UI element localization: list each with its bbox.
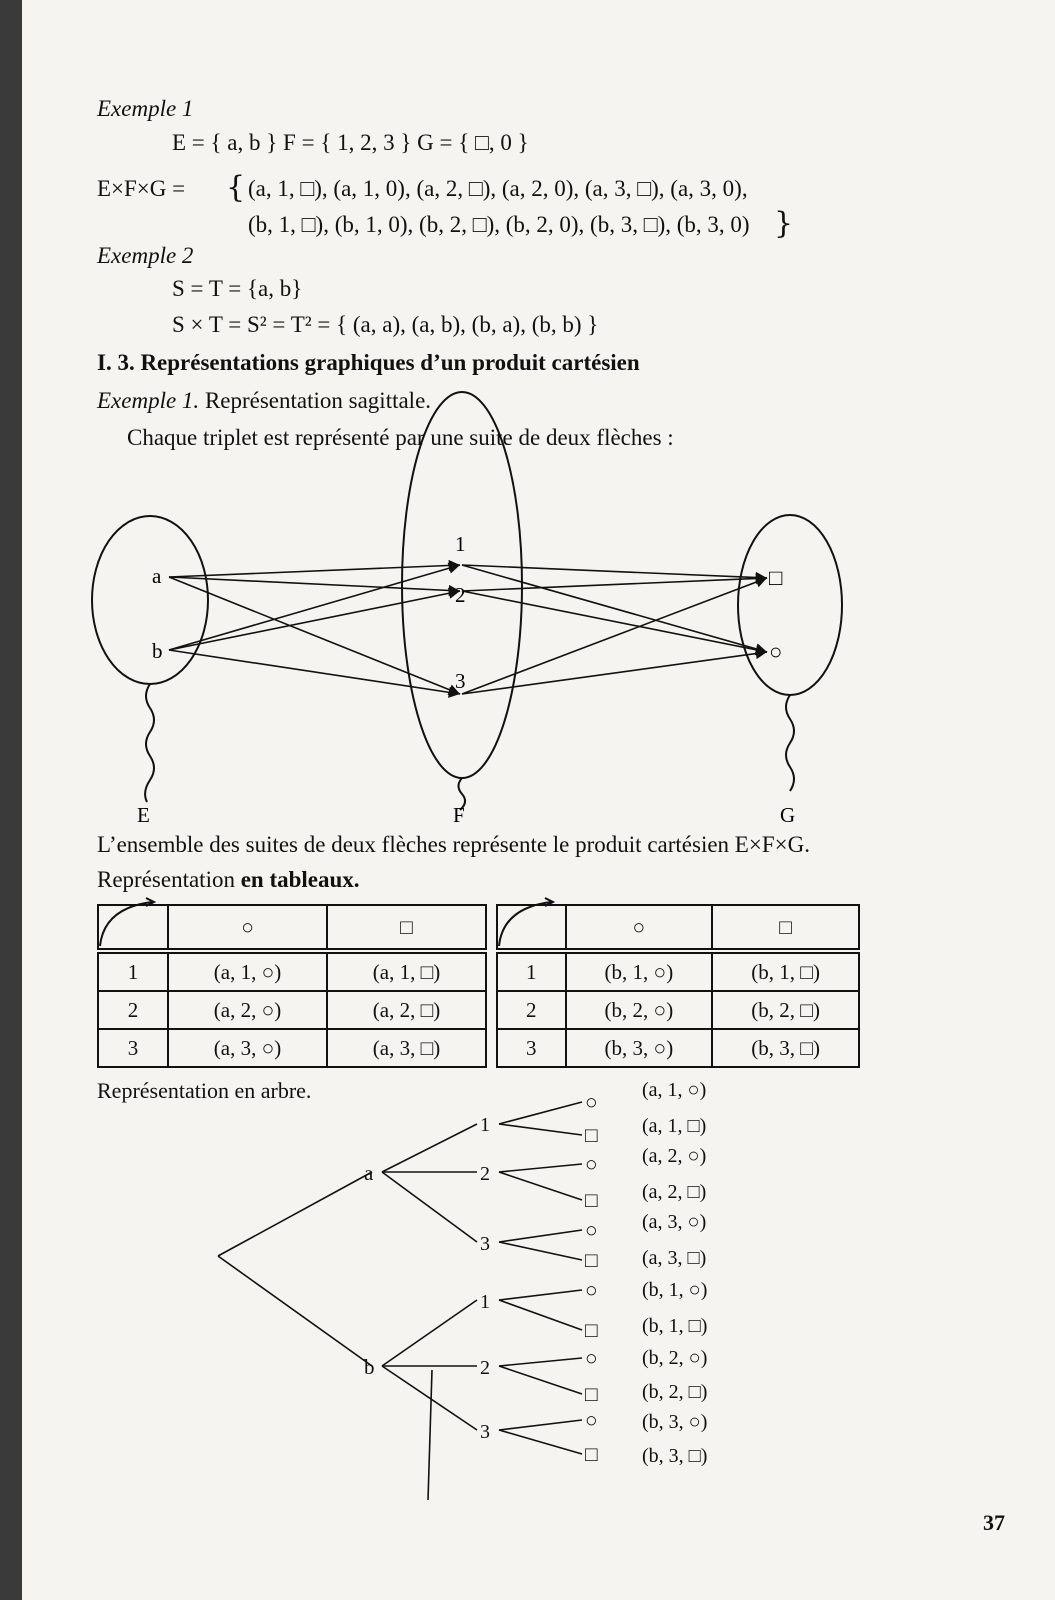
leaf-symbol: ○ bbox=[585, 1218, 598, 1242]
example2-line2: S × T = S² = T² = { (a, a), (a, b), (b, a), (b, b) } bbox=[172, 312, 599, 337]
table-a-cell: (a, 2, ○) bbox=[168, 991, 327, 1029]
leaf-label: (a, 1, □) bbox=[642, 1115, 707, 1137]
tree-mid-a1: 1 bbox=[480, 1114, 490, 1136]
example1-product-lhs: E×F×G = bbox=[97, 176, 186, 201]
leaf-symbol: □ bbox=[585, 1123, 598, 1147]
tree-mid-b2: 2 bbox=[480, 1357, 490, 1379]
tree-root-a: a bbox=[364, 1161, 374, 1185]
example2-title: Exemple 2 bbox=[97, 243, 194, 268]
table-a-cell: (a, 1, ○) bbox=[168, 951, 327, 991]
leaf-label: (b, 2, □) bbox=[642, 1381, 708, 1403]
leaf-label: (a, 2, □) bbox=[642, 1181, 707, 1203]
set-label-g: G bbox=[780, 803, 796, 827]
leaf-label: (b, 3, □) bbox=[642, 1445, 708, 1467]
example2-line1: S = T = {a, b} bbox=[172, 276, 303, 301]
g-elem-circle: ○ bbox=[769, 639, 783, 664]
table-b-cell: (b, 1, ○) bbox=[566, 951, 713, 991]
table-a-cell: (a, 3, □) bbox=[327, 1029, 486, 1067]
leaf-symbol: ○ bbox=[585, 1278, 598, 1302]
tree-mid-a3: 3 bbox=[480, 1233, 490, 1255]
sagittal-conclusion: L’ensemble des suites de deux flèches représente le produit cartésien E×F×G. bbox=[97, 832, 810, 857]
set-label-e: E bbox=[137, 803, 150, 827]
table-a-cell: (a, 2, □) bbox=[327, 991, 486, 1029]
example1-title: Exemple 1 bbox=[97, 96, 194, 121]
leaf-symbol: □ bbox=[585, 1188, 598, 1212]
leaf-label: (b, 2, ○) bbox=[642, 1347, 708, 1369]
book-page bbox=[22, 0, 1055, 1600]
table-b-key-1: 1 bbox=[497, 951, 566, 991]
leaf-symbol: □ bbox=[585, 1382, 598, 1406]
table-a-cell: (a, 1, □) bbox=[327, 951, 486, 991]
brace-open: { bbox=[226, 170, 246, 205]
leaf-symbol: ○ bbox=[585, 1152, 598, 1176]
table-b-cell: (b, 3, □) bbox=[712, 1029, 859, 1067]
leaf-label: (b, 1, □) bbox=[642, 1315, 708, 1337]
leaf-symbol: ○ bbox=[585, 1408, 598, 1432]
tables-prefix: Représentation bbox=[97, 867, 235, 892]
table-a-key-1: 1 bbox=[98, 951, 168, 991]
sagittal-desc: Chaque triplet est représenté par une suite de deux flèches : bbox=[127, 425, 674, 450]
leaf-label: (a, 3, □) bbox=[642, 1247, 707, 1269]
e-elem-b: b bbox=[152, 639, 163, 663]
table-a-key-2: 2 bbox=[98, 991, 168, 1029]
tree-mid-a2: 2 bbox=[480, 1163, 490, 1185]
section-heading: I. 3. Représentations graphiques d’un produit cartésien bbox=[97, 350, 640, 375]
table-a-header-square: □ bbox=[327, 905, 486, 951]
tree-title: Représentation en arbre. bbox=[97, 1078, 312, 1103]
leaf-symbol: □ bbox=[585, 1442, 598, 1466]
sagittal-title: Représentation sagittale. bbox=[204, 388, 432, 413]
tree-root-b: b bbox=[364, 1355, 375, 1379]
example1-product-row2: (b, 1, □), (b, 1, 0), (b, 2, □), (b, 2, 0), (b, 3, □), (b, 3, 0) bbox=[248, 212, 750, 237]
f-elem-3: 3 bbox=[455, 669, 466, 693]
table-b-key-3: 3 bbox=[497, 1029, 566, 1067]
tables-bold: en tableaux. bbox=[240, 867, 360, 892]
f-elem-2: 2 bbox=[455, 583, 466, 607]
table-b-cell: (b, 2, ○) bbox=[566, 991, 713, 1029]
tree-mid-b1: 1 bbox=[480, 1291, 490, 1313]
table-b-key-2: 2 bbox=[497, 991, 566, 1029]
sagittal-prefix: Exemple 1. bbox=[97, 388, 200, 413]
leaf-symbol: □ bbox=[585, 1318, 598, 1342]
tree-mid-b3: 3 bbox=[480, 1421, 490, 1443]
leaf-label: (a, 3, ○) bbox=[642, 1211, 707, 1233]
table-b-cell: (b, 2, □) bbox=[712, 991, 859, 1029]
page-number: 37 bbox=[983, 1510, 1005, 1535]
f-elem-1: 1 bbox=[455, 532, 466, 556]
example1-sets: E = { a, b } F = { 1, 2, 3 } G = { □, 0 } bbox=[172, 130, 529, 155]
leaf-label: (b, 1, ○) bbox=[642, 1279, 708, 1301]
table-a-key-3: 3 bbox=[98, 1029, 168, 1067]
tree-diagram bbox=[22, 0, 1055, 1600]
leaf-label: (b, 3, ○) bbox=[642, 1411, 708, 1433]
brace-close: } bbox=[774, 206, 794, 241]
table-b-cell: (b, 3, ○) bbox=[566, 1029, 713, 1067]
set-label-f: F bbox=[453, 803, 465, 827]
e-elem-a: a bbox=[152, 564, 162, 588]
table-b-header-square: □ bbox=[712, 905, 859, 951]
leaf-symbol: □ bbox=[585, 1248, 598, 1272]
leaf-symbol: ○ bbox=[585, 1346, 598, 1370]
table-a-cell: (a, 3, ○) bbox=[168, 1029, 327, 1067]
table-b-cell: (b, 1, □) bbox=[712, 951, 859, 991]
table-a-header-circle: ○ bbox=[168, 905, 327, 951]
leaf-label: (a, 1, ○) bbox=[642, 1079, 707, 1101]
example1-product-row1: (a, 1, □), (a, 1, 0), (a, 2, □), (a, 2, 0), (a, 3, □), (a, 3, 0), bbox=[248, 176, 748, 201]
leaf-label: (a, 2, ○) bbox=[642, 1145, 707, 1167]
leaf-symbol: ○ bbox=[585, 1090, 598, 1114]
table-b-header-circle: ○ bbox=[566, 905, 713, 951]
g-elem-square: □ bbox=[769, 565, 783, 590]
